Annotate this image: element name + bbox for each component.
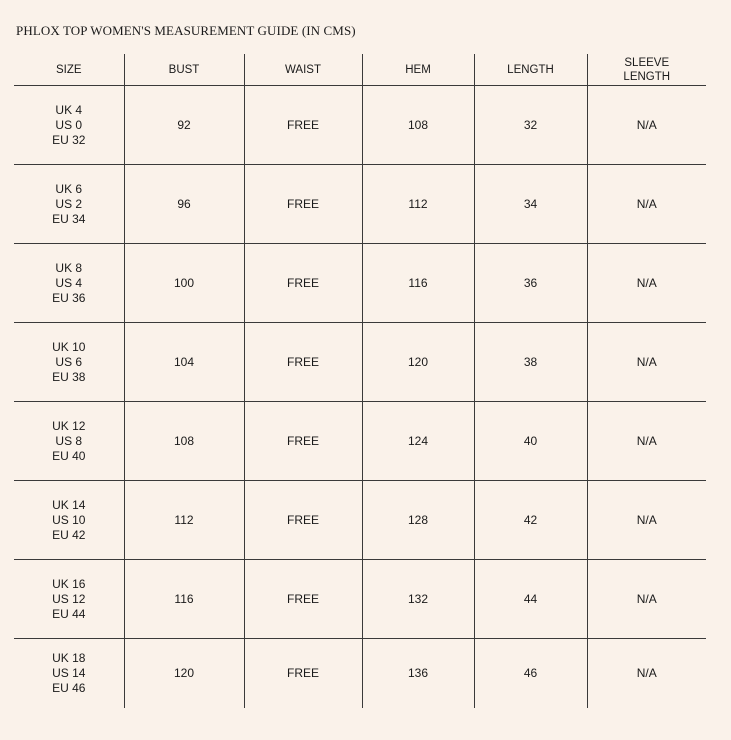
size-label: EU 44 bbox=[52, 606, 86, 621]
size-label: UK 10 bbox=[52, 339, 86, 354]
cell-bust: 112 bbox=[124, 481, 244, 560]
cell-length: 42 bbox=[474, 481, 587, 560]
table-row bbox=[14, 244, 706, 323]
table-row bbox=[14, 402, 706, 481]
cell-hem: 116 bbox=[362, 244, 474, 323]
size-label: US 10 bbox=[52, 512, 86, 527]
cell-size bbox=[14, 481, 124, 560]
size-label: EU 42 bbox=[52, 527, 86, 542]
size-label: US 8 bbox=[55, 433, 83, 448]
measurement-table bbox=[14, 54, 706, 708]
size-label: US 0 bbox=[55, 117, 83, 132]
size-label: US 4 bbox=[55, 275, 83, 290]
cell-size bbox=[14, 244, 124, 323]
cell-bust: 96 bbox=[124, 165, 244, 244]
cell-bust: 108 bbox=[124, 402, 244, 481]
column-header-sleeve-length: SLEEVE LENGTH bbox=[587, 54, 706, 86]
cell-size bbox=[14, 86, 124, 165]
size-label: UK 14 bbox=[52, 497, 86, 512]
size-label: US 12 bbox=[52, 591, 86, 606]
cell-sleeve-length: N/A bbox=[587, 244, 706, 323]
cell-length: 44 bbox=[474, 560, 587, 639]
size-label: US 6 bbox=[55, 354, 83, 369]
cell-bust: 116 bbox=[124, 560, 244, 639]
cell-length: 32 bbox=[474, 86, 587, 165]
table-row bbox=[14, 560, 706, 639]
size-label: UK 18 bbox=[52, 651, 86, 665]
cell-bust: 120 bbox=[124, 639, 244, 709]
cell-waist: FREE bbox=[244, 86, 362, 165]
cell-hem: 108 bbox=[362, 86, 474, 165]
column-header-waist: WAIST bbox=[244, 54, 362, 86]
table-row bbox=[14, 165, 706, 244]
cell-waist: FREE bbox=[244, 244, 362, 323]
cell-waist: FREE bbox=[244, 639, 362, 709]
size-label: UK 4 bbox=[55, 102, 83, 117]
cell-sleeve-length: N/A bbox=[587, 323, 706, 402]
cell-sleeve-length: N/A bbox=[587, 402, 706, 481]
cell-size bbox=[14, 323, 124, 402]
cell-sleeve-length: N/A bbox=[587, 481, 706, 560]
cell-size bbox=[14, 402, 124, 481]
cell-size bbox=[14, 560, 124, 639]
cell-sleeve-length: N/A bbox=[587, 86, 706, 165]
size-label: EU 32 bbox=[52, 132, 86, 147]
table-row bbox=[14, 323, 706, 402]
size-label: EU 34 bbox=[52, 211, 86, 226]
cell-length: 36 bbox=[474, 244, 587, 323]
cell-waist: FREE bbox=[244, 560, 362, 639]
cell-hem: 136 bbox=[362, 639, 474, 709]
cell-waist: FREE bbox=[244, 323, 362, 402]
cell-waist: FREE bbox=[244, 402, 362, 481]
column-header-length: LENGTH bbox=[474, 54, 587, 86]
cell-waist: FREE bbox=[244, 481, 362, 560]
cell-sleeve-length: N/A bbox=[587, 560, 706, 639]
cell-waist: FREE bbox=[244, 165, 362, 244]
size-label: EU 46 bbox=[52, 681, 86, 695]
cell-hem: 120 bbox=[362, 323, 474, 402]
table-row bbox=[14, 639, 706, 709]
table-header-row bbox=[14, 54, 706, 86]
column-header-hem: HEM bbox=[362, 54, 474, 86]
cell-length: 34 bbox=[474, 165, 587, 244]
cell-length: 40 bbox=[474, 402, 587, 481]
cell-bust: 104 bbox=[124, 323, 244, 402]
table-row bbox=[14, 86, 706, 165]
cell-hem: 128 bbox=[362, 481, 474, 560]
size-label: US 14 bbox=[52, 666, 86, 680]
cell-length: 38 bbox=[474, 323, 587, 402]
cell-size bbox=[14, 639, 124, 709]
cell-bust: 100 bbox=[124, 244, 244, 323]
size-label: UK 6 bbox=[55, 181, 83, 196]
cell-bust: 92 bbox=[124, 86, 244, 165]
size-label: EU 40 bbox=[52, 448, 86, 463]
cell-sleeve-length: N/A bbox=[587, 165, 706, 244]
cell-size bbox=[14, 165, 124, 244]
size-label: UK 16 bbox=[52, 576, 86, 591]
column-header-size: SIZE bbox=[14, 54, 124, 86]
cell-hem: 132 bbox=[362, 560, 474, 639]
size-label: UK 12 bbox=[52, 418, 86, 433]
page-title: PHLOX TOP WOMEN'S MEASUREMENT GUIDE (IN CMS) bbox=[16, 23, 356, 38]
size-label: EU 38 bbox=[52, 369, 86, 384]
column-header-bust: BUST bbox=[124, 54, 244, 86]
size-label: EU 36 bbox=[52, 290, 86, 305]
size-label: UK 8 bbox=[55, 260, 83, 275]
size-label: US 2 bbox=[55, 196, 83, 211]
cell-length: 46 bbox=[474, 639, 587, 709]
cell-hem: 124 bbox=[362, 402, 474, 481]
cell-sleeve-length: N/A bbox=[587, 639, 706, 709]
table-row bbox=[14, 481, 706, 560]
cell-hem: 112 bbox=[362, 165, 474, 244]
